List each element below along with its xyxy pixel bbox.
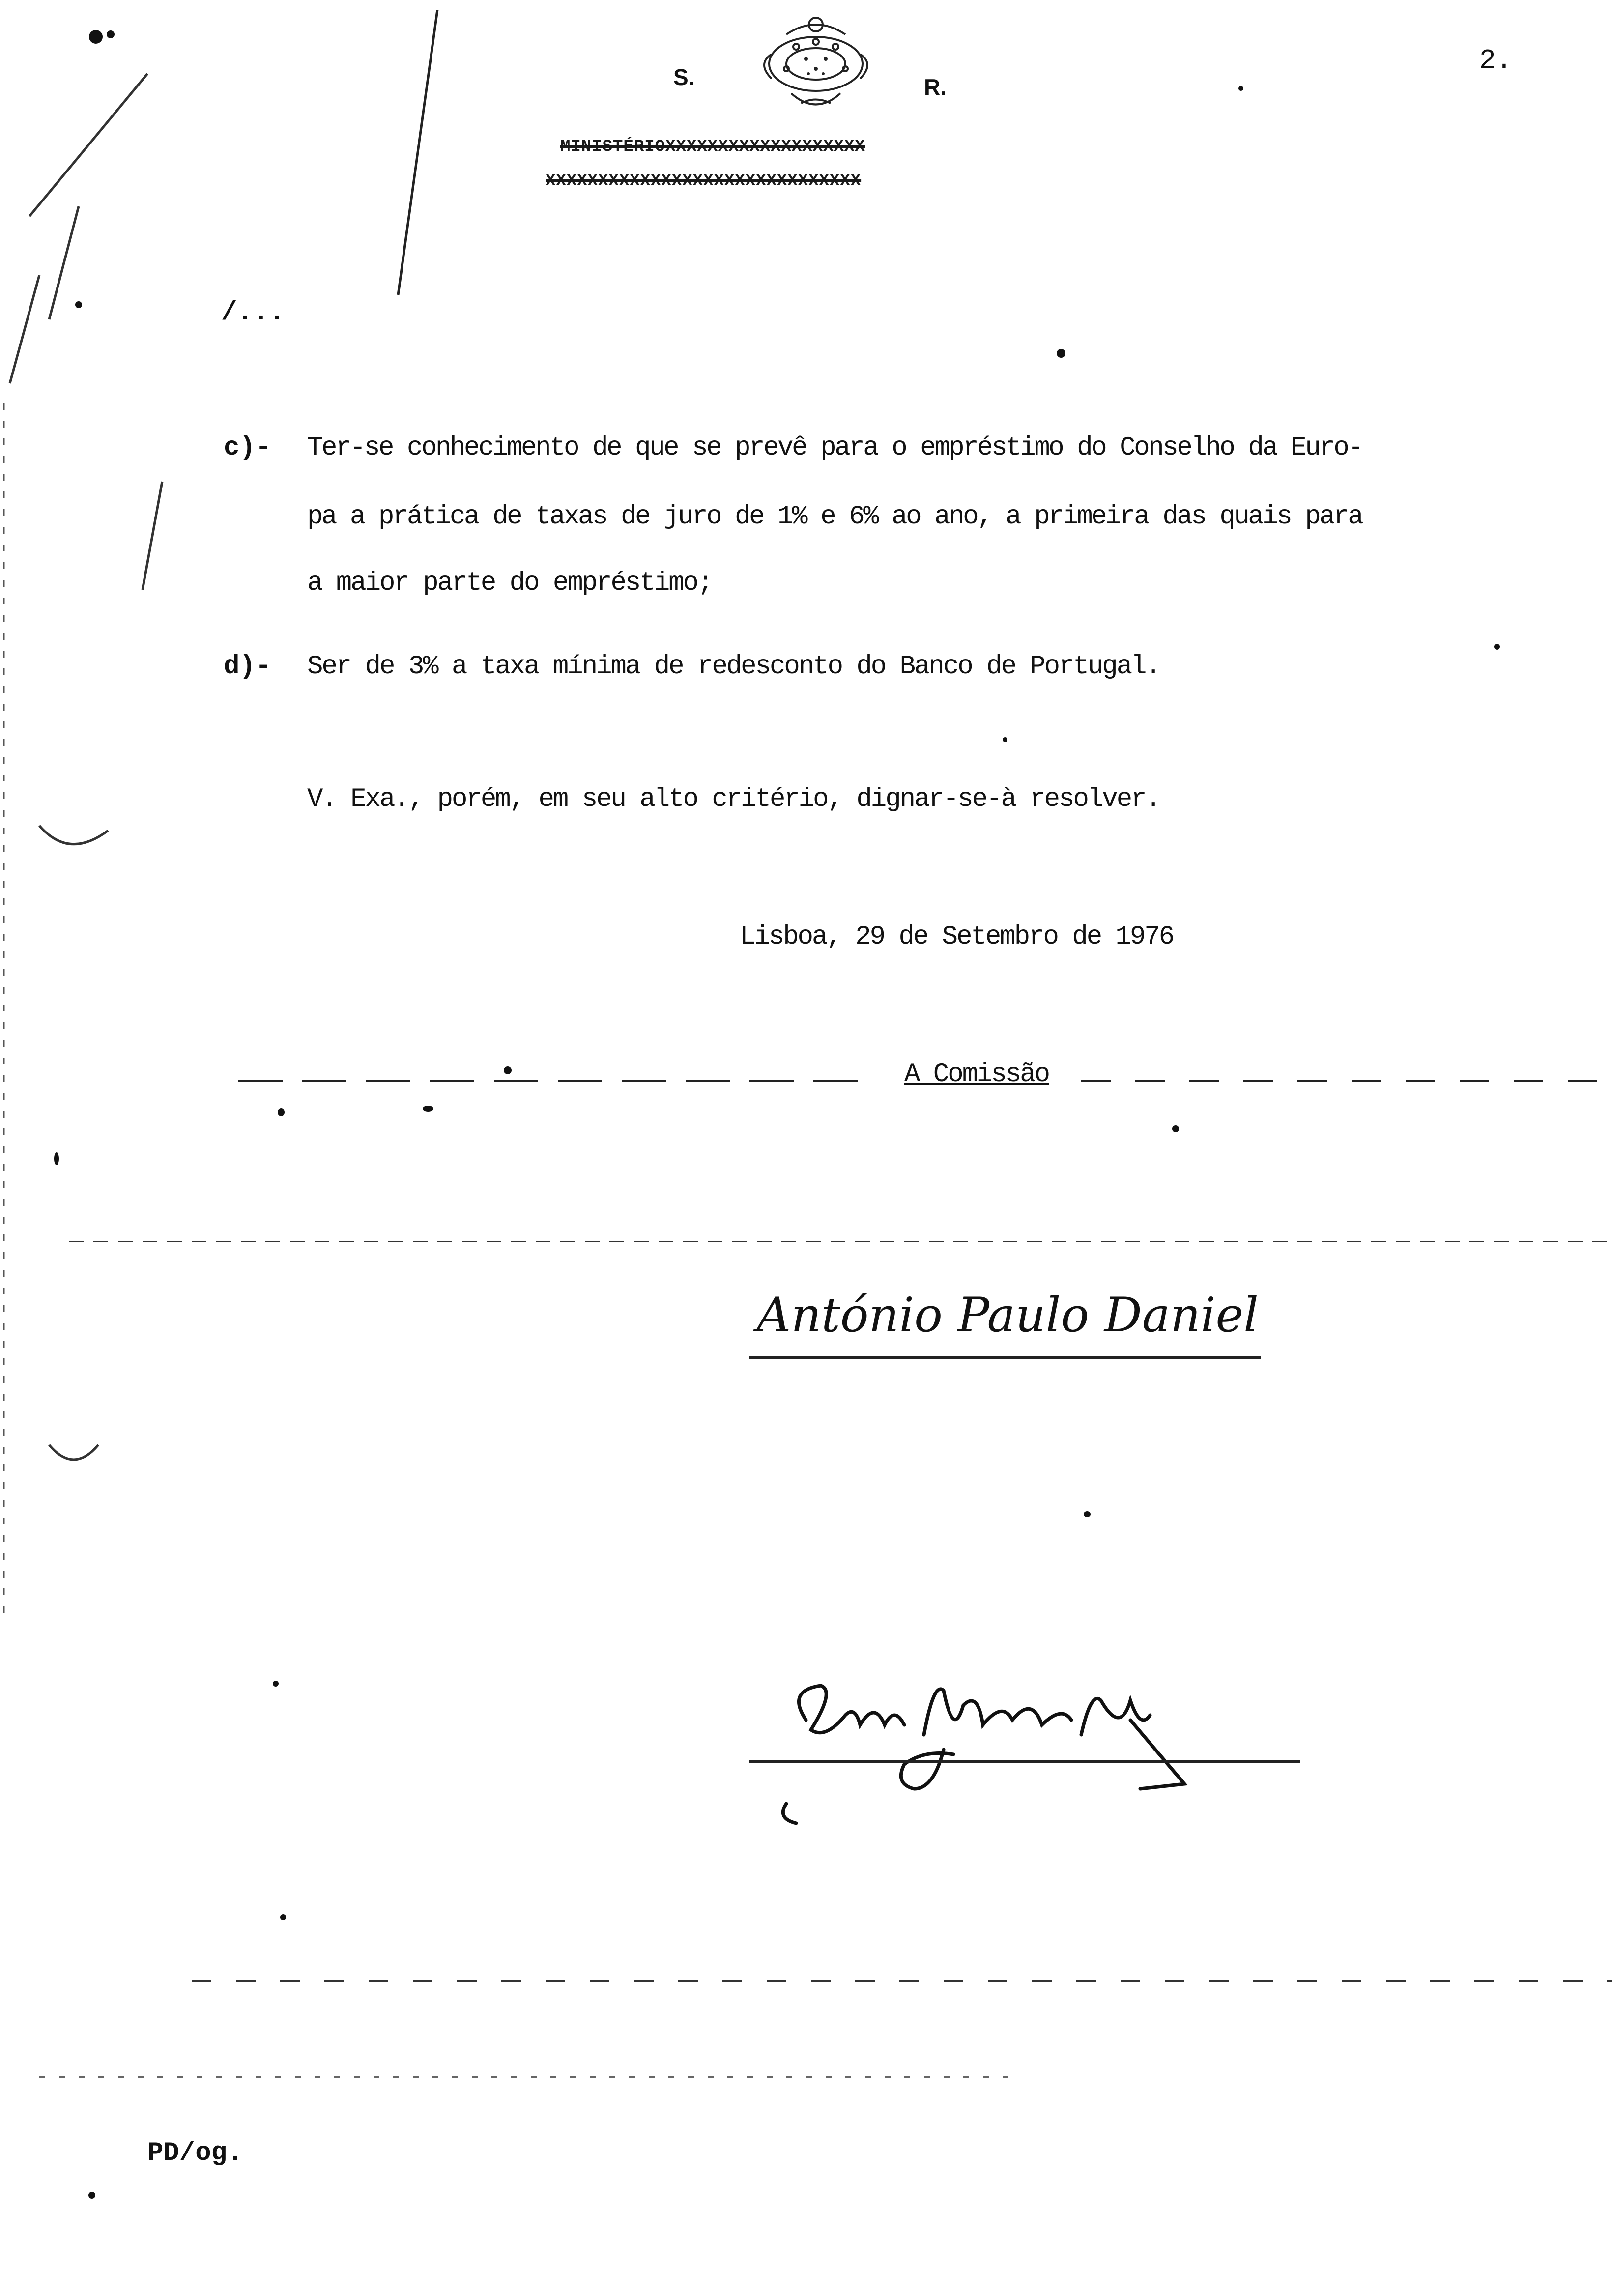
scan-speck — [1057, 349, 1065, 358]
dotted-separator-3 — [39, 2076, 1022, 2078]
ministry-heading-line-2: XXXXXXXXXXXXXXXXXXXXXXXXXXXXXX — [546, 172, 862, 191]
scan-speck — [1238, 86, 1243, 91]
committee-dash-right — [1081, 1080, 1612, 1082]
item-d-label: d)- — [224, 652, 272, 682]
coat-of-arms-emblem — [737, 5, 894, 123]
scan-speck — [504, 1066, 512, 1074]
scan-speck — [280, 1914, 286, 1920]
scan-speck — [423, 1106, 433, 1112]
page-number: 2. — [1479, 45, 1513, 76]
signature-1: António Paulo Daniel — [757, 1288, 1259, 1343]
item-c-line-2: pa a prática de taxas de juro de 1% e 6% ao ano, a primeira das quais para — [307, 502, 1362, 532]
continuation-mark: /... — [221, 298, 285, 328]
header-letter-s: S. — [673, 64, 695, 90]
item-c-line-1: Ter-se conhecimento de que se prevê para o empréstimo do Conselho da Euro- — [307, 433, 1362, 463]
scan-speck — [278, 1108, 285, 1116]
scan-speck — [1084, 1511, 1091, 1517]
scan-speck — [273, 1681, 279, 1687]
closing-sentence: V. Exa., porém, em seu alto critério, dignar-se-à resolver. — [307, 784, 1160, 814]
item-d-text: Ser de 3% a taxa mínima de redesconto do Banco de Portugal. — [307, 652, 1160, 682]
item-c-label: c)- — [224, 433, 272, 463]
signature-2-underline — [749, 1760, 1300, 1763]
scan-speck — [88, 2192, 95, 2199]
committee-dash-left — [238, 1080, 872, 1082]
scan-margin-marks — [0, 0, 177, 1671]
scan-speck — [54, 1152, 59, 1165]
signature-1-underline — [749, 1356, 1261, 1359]
place-date: Lisboa, 29 de Setembro de 1976 — [740, 922, 1174, 952]
committee-label: A Comissão — [904, 1060, 1049, 1090]
scan-stroke-mark — [388, 10, 447, 305]
signature-2 — [747, 1661, 1288, 1848]
ministry-heading-line-1: MINISTÉRIOXXXXXXXXXXXXXXXXXXX — [560, 138, 865, 156]
item-c-line-3: a maior parte do empréstimo; — [307, 568, 712, 598]
scan-speck — [1003, 737, 1008, 742]
scan-speck — [1172, 1125, 1179, 1132]
dotted-separator-2 — [192, 1980, 1612, 1982]
scan-speck — [1494, 644, 1500, 650]
header-letter-r: R. — [924, 74, 947, 100]
dotted-separator-1 — [69, 1241, 1612, 1242]
footer-initials: PD/og. — [147, 2138, 243, 2168]
